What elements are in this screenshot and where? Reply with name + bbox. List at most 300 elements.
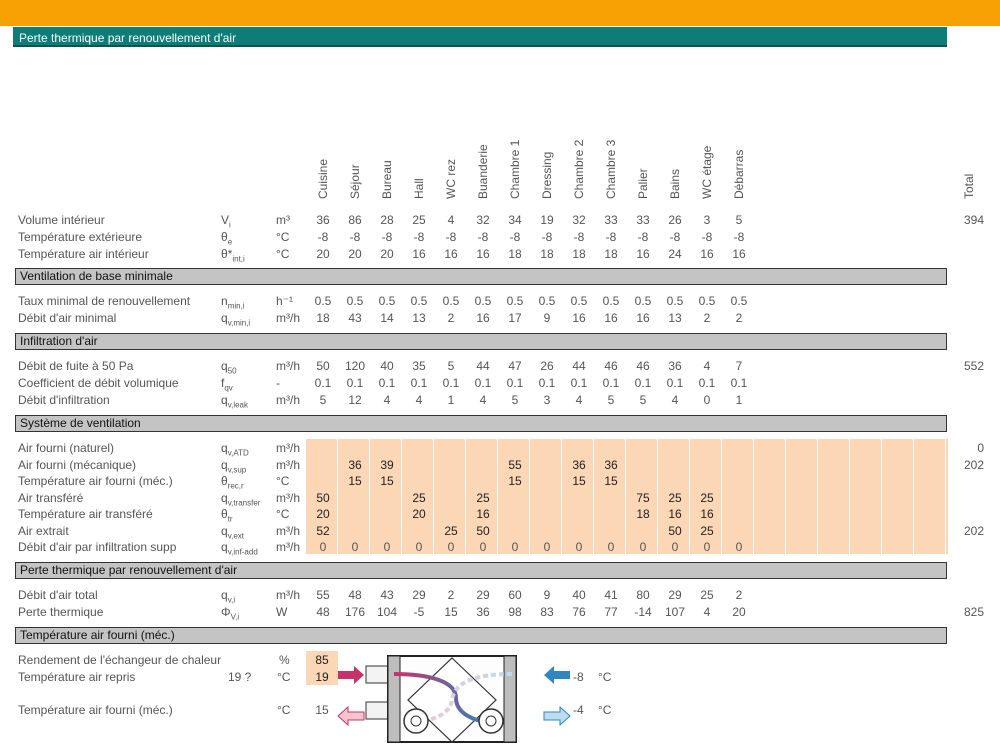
section-ventilation-base: Ventilation de base minimale	[15, 268, 947, 285]
cell-value: 0.1	[602, 376, 620, 390]
symbol-subscript: v,sup	[227, 464, 247, 474]
cell-value[interactable]: 52	[316, 523, 330, 538]
cell-value: -8	[413, 230, 425, 244]
input-column-divider	[401, 439, 402, 554]
cell-value: 16	[636, 311, 650, 325]
symbol-main: q	[221, 457, 228, 472]
cell-value: 0.5	[666, 294, 684, 308]
cell-value: -5	[413, 604, 425, 619]
room-header: Dressing	[540, 151, 554, 199]
cell-value: 107	[664, 604, 686, 619]
cell-value[interactable]: 55	[508, 457, 522, 472]
cell-value: 176	[344, 604, 366, 619]
symbol-subscript: V,i	[230, 611, 240, 621]
cell-value: -8	[541, 230, 553, 244]
cell-value: 0.5	[378, 294, 396, 308]
row-label: Air transféré	[18, 490, 84, 505]
cell-value: 0	[735, 540, 743, 554]
cell-value[interactable]: 25	[476, 490, 490, 505]
cell-value[interactable]: 36	[572, 457, 586, 472]
cell-value: 26	[668, 213, 682, 227]
cell-value: 5	[735, 213, 743, 227]
cell-value: 20	[348, 247, 362, 261]
cell-value[interactable]: 25	[700, 523, 714, 538]
cell-value: 16	[476, 247, 490, 261]
row-unit: h⁻¹	[276, 294, 294, 308]
cell-value[interactable]: 15	[572, 474, 586, 488]
row-unit: m³/h	[276, 540, 300, 554]
cell-value: 16	[732, 247, 746, 261]
cell-value: 5	[319, 393, 327, 407]
cell-value: 0.1	[378, 376, 396, 390]
symbol-main: f	[221, 376, 225, 390]
input-column-divider	[561, 439, 562, 554]
top-accent-bar	[0, 0, 1000, 26]
cell-value: 0	[319, 540, 327, 554]
row-total: 202	[963, 523, 984, 538]
ext-in-unit: °C	[598, 670, 612, 684]
row-label: Température air transféré	[18, 507, 153, 521]
room-header: Hall	[412, 178, 426, 199]
cell-value[interactable]: 16	[700, 507, 714, 521]
row-symbol	[221, 230, 232, 246]
fan-left-icon	[404, 709, 428, 733]
cell-value: -8	[317, 230, 329, 244]
cell-value: 16	[604, 311, 618, 325]
row-total: 0	[977, 441, 984, 455]
cell-value: 0.5	[346, 294, 364, 308]
repris-label: Température air repris	[18, 670, 136, 684]
cell-value: -8	[605, 230, 617, 244]
symbol-subscript: v,min,i	[227, 318, 251, 328]
row-label: Débit d'air total	[18, 588, 98, 602]
symbol-main: q	[221, 393, 228, 407]
cell-value: 0.1	[314, 376, 332, 390]
cell-value: 24	[668, 247, 682, 261]
cell-value[interactable]: 36	[348, 457, 362, 472]
cell-value[interactable]: 50	[316, 490, 330, 505]
cell-value: 0.1	[698, 376, 716, 390]
fourni-label: Température air fourni (méc.)	[18, 703, 173, 717]
input-column-divider	[849, 439, 850, 554]
cell-value: 86	[348, 213, 362, 227]
row-label: Débit de fuite à 50 Pa	[18, 359, 134, 373]
symbol-main: θ	[221, 230, 228, 244]
cell-value: 0	[351, 540, 359, 554]
cell-value: 4	[575, 393, 583, 407]
cell-value: 29	[668, 588, 682, 602]
cell-value: -8	[637, 230, 649, 244]
cell-value: 5	[511, 393, 519, 407]
cell-value: 0	[639, 540, 647, 554]
cell-value: -8	[573, 230, 585, 244]
cell-value: 0.5	[410, 294, 428, 308]
row-unit: m³/h	[276, 588, 300, 602]
cell-value: 5	[639, 393, 647, 407]
symbol-main: θ	[221, 507, 228, 521]
row-label: Air extrait	[18, 523, 69, 538]
row-symbol	[221, 294, 245, 310]
cell-value: 40	[380, 359, 394, 373]
cell-value: 98	[508, 604, 522, 619]
arrow-in-warm-icon	[338, 666, 364, 684]
symbol-subscript: 50	[227, 366, 237, 376]
row-unit: m³/h	[276, 359, 300, 373]
cell-value: 120	[344, 359, 366, 373]
cell-value: 36	[476, 604, 490, 619]
cell-value: 41	[604, 588, 618, 602]
row-total: 394	[963, 213, 984, 227]
symbol-main: θ*	[221, 247, 233, 261]
row-total: 552	[963, 359, 984, 373]
row-label: Débit d'air par infiltration supp	[18, 540, 177, 554]
row-label: Débit d'air minimal	[18, 311, 117, 325]
room-header: WC étage	[700, 145, 714, 199]
row-unit: m³/h	[276, 441, 300, 455]
symbol-subscript: int,i	[232, 254, 245, 264]
cell-value: -8	[381, 230, 393, 244]
cell-value: 32	[476, 213, 490, 227]
ext-out-value: -4	[573, 703, 584, 717]
cell-value: 13	[668, 311, 682, 325]
cell-value: 0	[575, 540, 583, 554]
cell-value[interactable]: 25	[444, 523, 458, 538]
cell-value[interactable]: 36	[604, 457, 618, 472]
cell-value: 4	[671, 393, 679, 407]
row-symbol	[221, 540, 258, 556]
cell-value: 1	[447, 393, 455, 407]
input-column-divider	[529, 439, 530, 554]
room-header: Chambre 2	[572, 139, 586, 199]
cell-value: 0.5	[730, 294, 748, 308]
rendement-value[interactable]: 85	[315, 653, 329, 667]
cell-value: -8	[701, 230, 713, 244]
symbol-subscript: v,leak	[227, 400, 248, 410]
cell-value[interactable]: 50	[476, 523, 490, 538]
cell-value: 0	[383, 540, 391, 554]
cell-value[interactable]: 20	[316, 507, 330, 521]
cell-value: 12	[348, 393, 362, 407]
cell-value: 0.1	[538, 376, 556, 390]
cell-value: -8	[349, 230, 361, 244]
cell-value: -8	[445, 230, 457, 244]
row-symbol	[221, 524, 244, 540]
symbol-main: n	[221, 294, 228, 308]
cell-value[interactable]: 15	[380, 474, 394, 488]
row-symbol	[221, 311, 250, 327]
cell-value[interactable]: 25	[668, 490, 682, 505]
cell-value: 104	[376, 604, 398, 619]
cell-value: 18	[508, 247, 522, 261]
cell-value: 0.5	[698, 294, 716, 308]
heat-exchanger-diagram	[336, 652, 576, 746]
cell-value: 29	[412, 588, 426, 602]
cell-value: 20	[316, 247, 330, 261]
row-label: Volume intérieur	[18, 213, 105, 227]
symbol-subscript: min,i	[227, 301, 245, 311]
row-symbol	[221, 474, 244, 490]
repris-unit: °C	[277, 670, 291, 684]
symbol-subscript: tr	[227, 514, 233, 524]
cell-value: 0	[447, 540, 455, 554]
cell-value: 0	[415, 540, 423, 554]
symbol-subscript: qv	[224, 383, 233, 393]
cell-value: 20	[732, 604, 746, 619]
cell-value: 4	[479, 393, 487, 407]
cell-value: 7	[735, 359, 743, 373]
repris-hint: 19 ?	[228, 670, 252, 684]
symbol-subscript: i	[229, 220, 231, 230]
row-unit: W	[276, 604, 288, 619]
cell-value: 0.5	[602, 294, 620, 308]
cell-value: 0.5	[474, 294, 492, 308]
cell-value: 16	[444, 247, 458, 261]
symbol-subscript: v,i	[227, 595, 236, 605]
cell-value: 0.5	[570, 294, 588, 308]
cell-value: 2	[447, 588, 455, 602]
cell-value[interactable]: 39	[380, 457, 394, 472]
row-symbol	[221, 359, 237, 375]
row-unit: °C	[276, 247, 290, 261]
cell-value: 35	[412, 359, 426, 373]
row-symbol	[221, 507, 233, 523]
cell-value: 9	[543, 311, 551, 325]
cell-value: 33	[636, 213, 650, 227]
cell-value: -8	[669, 230, 681, 244]
symbol-main: q	[221, 588, 228, 602]
cell-value: 2	[735, 588, 743, 602]
page-title: Perte thermique par renouvellement d'air	[19, 31, 237, 45]
cell-value: 0	[511, 540, 519, 554]
cell-value: 36	[668, 359, 682, 373]
row-symbol	[221, 376, 233, 392]
symbol-main: q	[221, 359, 228, 373]
cell-value: 46	[604, 359, 618, 373]
cell-value: 4	[703, 359, 711, 373]
rendement-unit: %	[279, 653, 290, 667]
cell-value: 43	[380, 588, 394, 602]
room-header: Bains	[668, 168, 682, 199]
cell-value: 18	[572, 247, 586, 261]
row-symbol	[221, 588, 235, 604]
symbol-subscript: v,ext	[227, 530, 244, 540]
cell-value: 32	[572, 213, 586, 227]
cell-value: 1	[735, 393, 743, 407]
cell-value: 2	[447, 311, 455, 325]
cell-value[interactable]: 15	[508, 474, 522, 488]
cell-value[interactable]: 20	[412, 507, 426, 521]
arrow-out-exhaust-icon	[544, 707, 570, 725]
cell-value: 83	[540, 604, 554, 619]
cell-value: 0	[671, 540, 679, 554]
cell-value: 3	[703, 213, 711, 227]
row-unit: °C	[276, 474, 290, 488]
input-column-divider	[753, 439, 754, 554]
casing-right-wall	[504, 656, 516, 742]
row-label: Air fourni (mécanique)	[18, 457, 137, 472]
row-unit: -	[276, 376, 280, 390]
cell-value: 28	[380, 213, 394, 227]
row-label: Coefficient de débit volumique	[18, 376, 179, 390]
cell-value: 76	[572, 604, 586, 619]
cell-value: 0.1	[346, 376, 364, 390]
row-symbol	[221, 605, 239, 621]
room-header: Buanderie	[476, 144, 490, 199]
cell-value: 25	[412, 213, 426, 227]
row-unit: m³/h	[276, 311, 300, 325]
cell-value: 9	[543, 588, 551, 602]
cell-value: 0.1	[666, 376, 684, 390]
section-systeme: Système de ventilation	[15, 415, 947, 432]
row-label: Taux minimal de renouvellement	[18, 294, 191, 308]
cell-value: 0.1	[730, 376, 748, 390]
cell-value: -8	[477, 230, 489, 244]
cell-value: 47	[508, 359, 522, 373]
cell-value: 0	[543, 540, 551, 554]
input-column-divider	[945, 439, 946, 554]
cell-value[interactable]: 18	[636, 507, 650, 521]
cell-value: 48	[316, 604, 330, 619]
row-symbol	[221, 458, 246, 474]
cell-value[interactable]: 15	[348, 474, 362, 488]
cell-value[interactable]: 16	[476, 507, 490, 521]
input-column-divider	[625, 439, 626, 554]
row-total: 202	[963, 457, 984, 472]
row-symbol	[221, 393, 248, 409]
input-column-divider	[881, 439, 882, 554]
row-symbol	[221, 213, 231, 229]
cell-value: 5	[447, 359, 455, 373]
cell-value: 18	[604, 247, 618, 261]
cell-value: 34	[508, 213, 522, 227]
cell-value: 43	[348, 311, 362, 325]
cell-value: 0	[703, 540, 711, 554]
symbol-subscript: v,inf-add	[227, 547, 258, 557]
cell-value: 0.1	[634, 376, 652, 390]
row-label: Perte thermique	[18, 604, 104, 619]
symbol-main: q	[221, 441, 228, 455]
cell-value: 0.1	[506, 376, 524, 390]
section-infiltration: Infiltration d'air	[15, 333, 947, 350]
cell-value: 14	[380, 311, 394, 325]
symbol-subscript: v,transfer	[227, 497, 261, 507]
cell-value[interactable]: 25	[412, 490, 426, 505]
arrow-in-cold-icon	[544, 666, 570, 684]
cell-value: 4	[415, 393, 423, 407]
cell-value: 26	[540, 359, 554, 373]
cell-value: 18	[316, 311, 330, 325]
input-column-divider	[913, 439, 914, 554]
symbol-main: Φ	[221, 604, 231, 619]
row-symbol	[221, 441, 249, 457]
input-column-divider	[593, 439, 594, 554]
total-header: Total	[962, 173, 976, 199]
ext-in-value: -8	[573, 670, 584, 684]
cell-value: 48	[348, 588, 362, 602]
row-unit: °C	[276, 230, 290, 244]
cell-value[interactable]: 15	[604, 474, 618, 488]
cell-value[interactable]: 50	[668, 523, 682, 538]
room-header: Chambre 3	[604, 139, 618, 199]
cell-value: 0.5	[314, 294, 332, 308]
cell-value: 0	[479, 540, 487, 554]
cell-value: 0.1	[442, 376, 460, 390]
row-label: Température air fourni (méc.)	[18, 474, 173, 488]
room-header: WC rez	[444, 159, 458, 199]
symbol-main: q	[221, 311, 228, 325]
row-symbol	[221, 247, 245, 263]
room-header: Chambre 1	[508, 139, 522, 199]
cell-value: 4	[447, 213, 455, 227]
cell-value: 46	[636, 359, 650, 373]
cell-value[interactable]: 16	[668, 507, 682, 521]
row-unit: °C	[276, 507, 290, 521]
cell-value: 0.5	[506, 294, 524, 308]
symbol-subscript: rec,r	[227, 481, 244, 491]
cell-value: 19	[540, 213, 554, 227]
arrow-out-supply-icon	[338, 707, 364, 725]
cell-value: 16	[700, 247, 714, 261]
cell-value: 3	[543, 393, 551, 407]
cell-value: 4	[703, 604, 711, 619]
cell-value: 60	[508, 588, 522, 602]
cell-value: 36	[316, 213, 330, 227]
page-title-bar	[13, 27, 947, 47]
cell-value: 29	[476, 588, 490, 602]
cell-value: 18	[540, 247, 554, 261]
cell-value: 15	[444, 604, 458, 619]
cell-value: 0	[607, 540, 615, 554]
cell-value: 16	[412, 247, 426, 261]
cell-value: 2	[735, 311, 743, 325]
cell-value: 20	[380, 247, 394, 261]
row-unit: m³/h	[276, 523, 300, 538]
cell-value: 0.5	[442, 294, 460, 308]
cell-value: 44	[476, 359, 490, 373]
cell-value: 4	[383, 393, 391, 407]
cell-value[interactable]: 25	[700, 490, 714, 505]
cell-value: -8	[733, 230, 745, 244]
room-header: Bureau	[380, 160, 394, 199]
symbol-subscript: v,ATD	[227, 448, 249, 458]
ventilation-input-area[interactable]	[306, 439, 948, 554]
cell-value: 50	[316, 359, 330, 373]
fourni-unit: °C	[277, 703, 291, 717]
row-unit: m³	[276, 213, 290, 227]
cell-value: 55	[316, 588, 330, 602]
row-unit: m³/h	[276, 490, 300, 505]
symbol-main: q	[221, 523, 228, 538]
cell-value: 16	[636, 247, 650, 261]
cell-value: 17	[508, 311, 522, 325]
cell-value: 0	[703, 393, 711, 407]
cell-value: 13	[412, 311, 426, 325]
cell-value: 44	[572, 359, 586, 373]
cell-value: 5	[607, 393, 615, 407]
section-temp-fourni: Température air fourni (méc.)	[15, 627, 947, 644]
room-header: Débarras	[732, 149, 746, 199]
cell-value[interactable]: 75	[636, 490, 650, 505]
cell-value: 16	[572, 311, 586, 325]
row-total: 825	[963, 604, 984, 619]
row-unit: m³/h	[276, 393, 300, 407]
ext-out-unit: °C	[598, 703, 612, 717]
room-header: Cuisine	[316, 158, 330, 199]
cell-value: -14	[634, 604, 652, 619]
repris-value[interactable]: 19	[315, 670, 329, 684]
symbol-main: V	[221, 213, 230, 227]
cell-value: 25	[700, 588, 714, 602]
